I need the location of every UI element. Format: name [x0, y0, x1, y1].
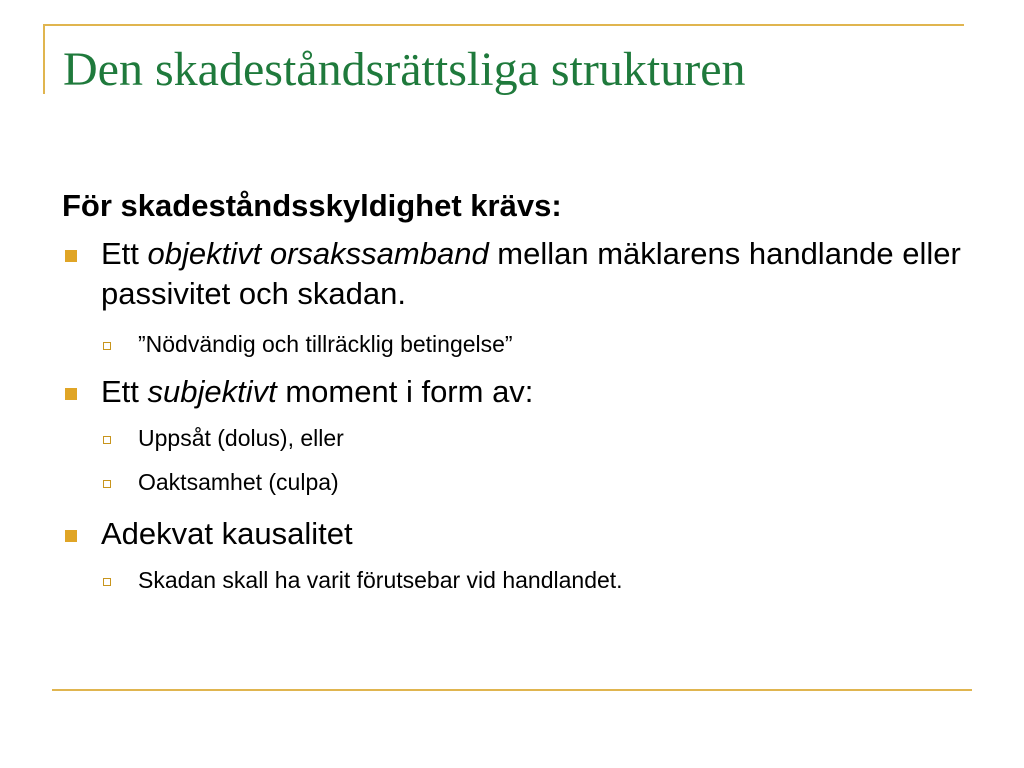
sub-bullet-text: ”Nödvändig och tillräcklig betingelse”: [138, 331, 513, 357]
slide-content: [62, 186, 962, 596]
filled-square-bullet-icon: [65, 388, 77, 400]
frame-vertical-accent-line: [43, 24, 45, 94]
sub-bullet-text: Uppsåt (dolus), eller: [138, 425, 344, 451]
bullet-text-emphasis: objektivt orsakssamband: [147, 236, 489, 271]
sub-bullet-text: Skadan skall ha varit förutsebar vid handlandet.: [138, 567, 623, 593]
bullet-text-emphasis: subjektivt: [147, 374, 277, 409]
bullet-text-prefix: Ett: [101, 374, 148, 409]
frame-bottom-accent-line: [52, 689, 972, 691]
hollow-square-bullet-icon: [103, 342, 111, 350]
bullet-text-prefix: Ett: [101, 236, 148, 271]
sub-bullet-item-culpa: [62, 466, 962, 498]
bullet-item-adequate-causation: [62, 514, 962, 554]
bullet-text-suffix: moment i form av:: [276, 374, 534, 409]
hollow-square-bullet-icon: [103, 436, 111, 444]
hollow-square-bullet-icon: [103, 480, 111, 488]
hollow-square-bullet-icon: [103, 578, 111, 586]
frame-top-accent-line: [43, 24, 964, 26]
sub-bullet-item-foreseeable: [62, 564, 962, 596]
bullet-text-suffix: mellan mäklarens handlande eller passivitet och skadan.: [101, 236, 961, 311]
slide-title: Den skadeståndsrättsliga strukturen: [63, 43, 746, 96]
filled-square-bullet-icon: [65, 530, 77, 542]
sub-bullet-item-condition: [62, 328, 962, 360]
filled-square-bullet-icon: [65, 250, 77, 262]
content-heading: För skadeståndsskyldighet krävs:: [62, 188, 562, 223]
bullet-text: Adekvat kausalitet: [101, 516, 353, 551]
bullet-item-subjective: [62, 372, 962, 412]
sub-bullet-item-dolus: [62, 422, 962, 454]
sub-bullet-text: Oaktsamhet (culpa): [138, 469, 339, 495]
bullet-item-causation: [62, 234, 962, 314]
